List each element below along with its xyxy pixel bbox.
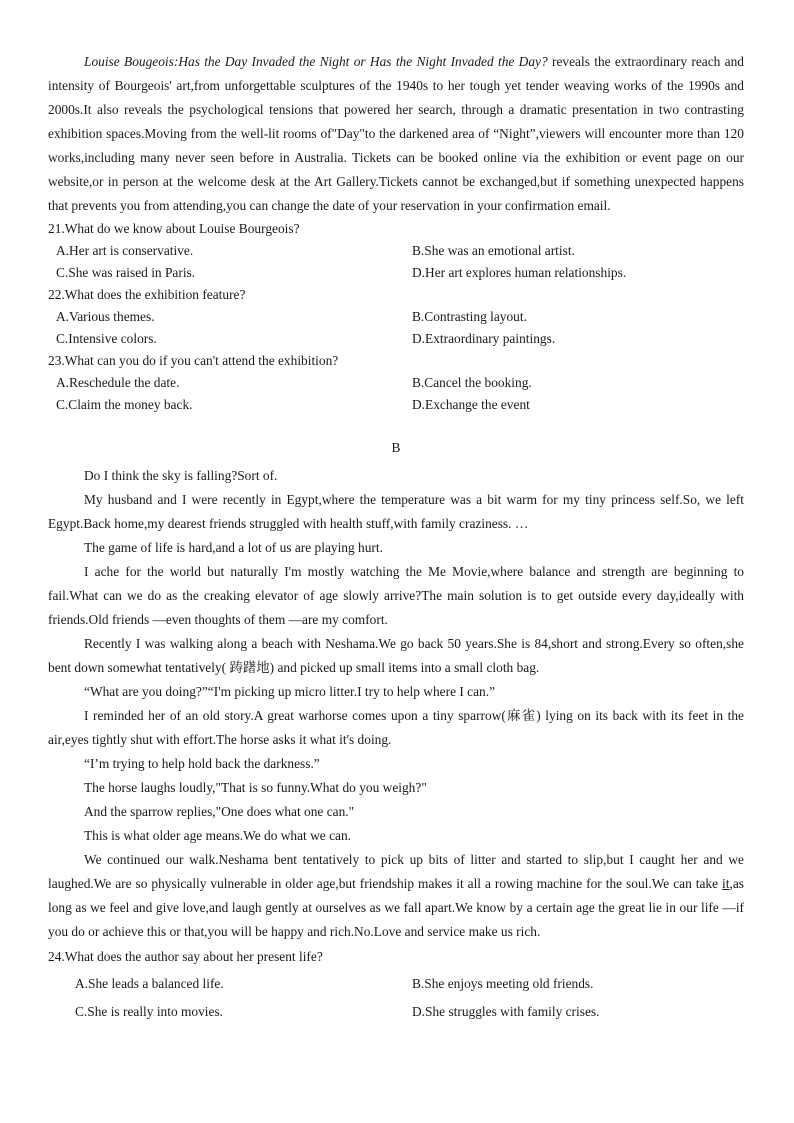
underlined-word: it xyxy=(722,876,730,891)
option-a: A.Various themes. xyxy=(56,309,155,324)
option-b: B.Cancel the booking. xyxy=(412,375,532,390)
question-21 xyxy=(48,218,744,284)
passage-b-paragraph: “What are you doing?”“I'm picking up micro litter.I try to help where I can.” xyxy=(84,684,496,699)
option-d: D.Exchange the event xyxy=(412,397,530,412)
question-23 xyxy=(48,350,744,416)
option-d: D.She struggles with family crises. xyxy=(412,1004,600,1019)
option-b: B.Contrasting layout. xyxy=(412,309,527,324)
passage-a xyxy=(48,50,744,218)
passage-b-paragraph: And the sparrow replies,"One does what one can." xyxy=(84,804,355,819)
document-page xyxy=(48,50,744,1026)
section-b-heading: B xyxy=(391,440,401,455)
text-run: ,as long as we feel and give love,and laugh gently at ourselves as we fall apart.We know by a certain age the great lie in our life —if you do or achieve this or that,you will be happy and rich.No.Love and service make us rich. xyxy=(48,876,744,939)
option-a: A.Her art is conservative. xyxy=(56,243,194,258)
passage-b-paragraph: Do I think the sky is falling?Sort of. xyxy=(84,468,278,483)
passage-b-paragraph: I ache for the world but naturally I'm mostly watching the Me Movie,where balance and strength are beginning to fail.What can we do as the creaking elevator of age slowly arrive?The main solution is to get outside every day,ideally with friends.Old friends —even thoughts of them —are my comfort. xyxy=(48,564,744,627)
option-b: B.She was an emotional artist. xyxy=(412,243,575,258)
option-c: C.She was raised in Paris. xyxy=(56,265,196,280)
question-stem: 24.What does the author say about her present life? xyxy=(48,949,323,964)
option-c: C.She is really into movies. xyxy=(75,1004,224,1019)
passage-b-paragraph: Recently I was walking along a beach with Neshama.We go back 50 years.She is 84,short and strong.Every so often,she bent down somewhat tentatively( 踌躇地) and picked up small items into a small cloth bag. xyxy=(48,636,744,675)
passage-b-paragraph: The horse laughs loudly,"That is so funny.What do you weigh?" xyxy=(84,780,427,795)
option-a: A.She leads a balanced life. xyxy=(75,976,224,991)
option-grid xyxy=(56,372,744,416)
option-d: D.Extraordinary paintings. xyxy=(412,331,556,346)
passage-b xyxy=(48,464,744,944)
passage-b-paragraph xyxy=(48,848,744,944)
text-run: We continued our walk.Neshama bent tentatively to pick up bits of litter and started to slip,but I caught her and we laughed.We are so physically vulnerable in older age,but friendship makes it all a rowing machine for the soul.We can take xyxy=(48,852,744,891)
passage-b-paragraph: My husband and I were recently in Egypt,where the temperature was a bit warm for my tiny princess self.So, we left Egypt.Back home,my dearest friends struggled with health stuff,with family craziness. … xyxy=(48,492,744,531)
option-b: B.She enjoys meeting old friends. xyxy=(412,976,594,991)
option-c: C.Intensive colors. xyxy=(56,331,157,346)
option-grid xyxy=(56,240,744,284)
passage-a-body: reveals the extraordinary reach and intensity of Bourgeois' art,from unforgettable sculptures of the 1940s to her tough yet tender weaving works of the 1990s and 2000s.It also reveals the psychological tensions that powered her search, through a dramatic presentation in two contrasting exhibition spaces.Moving from the well-lit rooms of"Day"to the darkened area of “Night”,viewers will encounter more than 120 works,including many never seen before in Australia. Tickets can be booked online via the exhibition or event page on our website,or in person at the welcome desk at the Art Gallery.Tickets cannot be exchanged,but if something unexpected happens that prevents you from attending,you can change the date of your reservation in your confirmation email. xyxy=(48,54,744,213)
option-c: C.Claim the money back. xyxy=(56,397,193,412)
question-22 xyxy=(48,284,744,350)
option-a: A.Reschedule the date. xyxy=(56,375,180,390)
option-grid xyxy=(56,306,744,350)
question-stem: 22.What does the exhibition feature? xyxy=(48,287,246,302)
exhibition-title: Louise Bougeois:Has the Day Invaded the Night or Has the Night Invaded the Day? xyxy=(84,54,548,69)
question-24 xyxy=(48,944,744,1026)
passage-b-paragraph: “I’m trying to help hold back the darkness.” xyxy=(84,756,320,771)
passage-b-paragraph: The game of life is hard,and a lot of us are playing hurt. xyxy=(84,540,383,555)
question-stem: 21.What do we know about Louise Bourgeois? xyxy=(48,221,300,236)
passage-b-paragraph: I reminded her of an old story.A great warhorse comes upon a tiny sparrow(麻雀) lying on its back with its feet in the air,eyes tightly shut with effort.The horse asks it what it's doing. xyxy=(48,708,744,747)
passage-b-paragraph: This is what older age means.We do what we can. xyxy=(84,828,352,843)
question-stem: 23.What can you do if you can't attend the exhibition? xyxy=(48,353,339,368)
option-grid xyxy=(75,970,744,1026)
option-d: D.Her art explores human relationships. xyxy=(412,265,627,280)
